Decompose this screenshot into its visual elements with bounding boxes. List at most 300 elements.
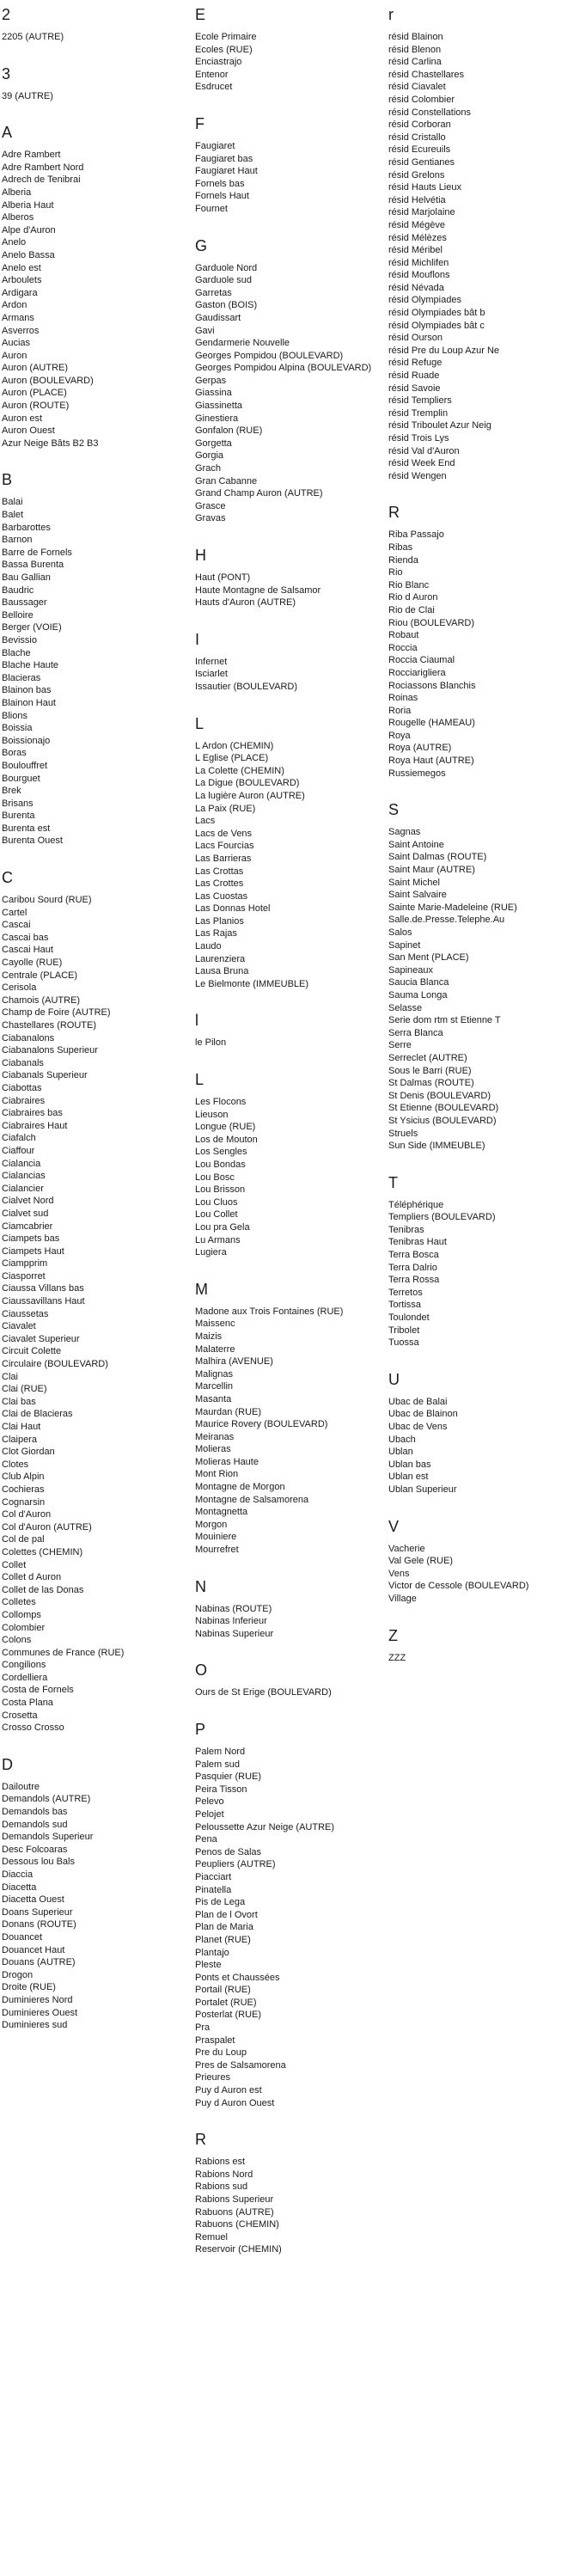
street-link[interactable]: Puy d Auron est	[195, 2085, 262, 2096]
street-link[interactable]: Lou Bosc	[195, 1172, 235, 1183]
street-link[interactable]: Ciavalet	[2, 1321, 36, 1332]
street-link[interactable]: Malaterre	[195, 1343, 235, 1355]
street-link[interactable]: Drogon	[2, 1969, 34, 1980]
street-link[interactable]: Gaudissart	[195, 312, 241, 323]
street-link[interactable]: résid Corboran	[388, 119, 451, 131]
street-link[interactable]: Azur Neige Bâts B2 B3	[2, 437, 99, 449]
street-link[interactable]: Cordelliera	[2, 1672, 48, 1683]
street-link[interactable]: Las Rajas	[195, 928, 237, 939]
street-link[interactable]: Lieuson	[195, 1109, 229, 1120]
street-link[interactable]: résid Week End	[388, 458, 455, 469]
street-link[interactable]: Morgon	[195, 1519, 228, 1530]
street-link[interactable]: Hauts d'Auron (AUTRE)	[195, 597, 296, 609]
street-link[interactable]: Communes de France (RUE)	[2, 1647, 125, 1658]
street-link[interactable]: Grand Champ Auron (AUTRE)	[195, 488, 323, 499]
street-link[interactable]: Las Crottes	[195, 878, 244, 890]
street-link[interactable]: résid Grelons	[388, 169, 445, 181]
street-link[interactable]: Cartel	[2, 907, 27, 918]
street-link[interactable]: Maizis	[195, 1331, 223, 1342]
street-link[interactable]: Rabions Superieur	[195, 2194, 274, 2205]
street-link[interactable]: Isciarlet	[195, 669, 228, 680]
street-link[interactable]: Longue (RUE)	[195, 1122, 256, 1133]
street-link[interactable]: Fornels Haut	[195, 191, 249, 202]
street-link[interactable]: Lou Cluos	[195, 1196, 238, 1208]
street-link[interactable]: Adre Rambert Nord	[2, 162, 84, 173]
street-link[interactable]: Arboulets	[2, 275, 42, 286]
street-link[interactable]: Alberia Haut	[2, 199, 54, 211]
street-link[interactable]: Ciabraires Haut	[2, 1120, 68, 1131]
street-link[interactable]: 39 (AUTRE)	[2, 90, 53, 101]
street-link[interactable]: résid Colombier	[388, 94, 455, 105]
street-link[interactable]: résid Olympiades bât b	[388, 308, 485, 319]
street-link[interactable]: Aucias	[2, 338, 31, 349]
street-link[interactable]: Garduole sud	[195, 275, 253, 286]
street-link[interactable]: Planet (RUE)	[195, 1934, 251, 1945]
street-link[interactable]: Bourguet	[2, 773, 40, 784]
street-link[interactable]: Alpe d'Auron	[2, 224, 56, 236]
street-link[interactable]: Balet	[2, 510, 24, 521]
street-link[interactable]: Ardon	[2, 300, 27, 311]
street-link[interactable]: Col de pal	[2, 1534, 45, 1545]
street-link[interactable]: Ecoles (RUE)	[195, 44, 253, 55]
street-link[interactable]: L Ardon (CHEMIN)	[195, 740, 274, 751]
street-link[interactable]: Riou (BOULEVARD)	[388, 617, 475, 628]
street-link[interactable]: Anelo est	[2, 262, 41, 273]
street-link[interactable]: Boulouffret	[2, 760, 48, 771]
street-link[interactable]: Val Gele (RUE)	[388, 1556, 453, 1567]
street-link[interactable]: Desc Folcoaras	[2, 1844, 68, 1855]
street-link[interactable]: Le Bielmonte (IMMEUBLE)	[195, 978, 309, 989]
street-link[interactable]: Boras	[2, 748, 27, 759]
street-link[interactable]: Lacs de Vens	[195, 828, 253, 839]
street-link[interactable]: Fornels bas	[195, 178, 245, 189]
street-link[interactable]: Terra Bosca	[388, 1250, 439, 1261]
street-link[interactable]: Plantajo	[195, 1947, 229, 1958]
street-link[interactable]: résid Olympiades bât c	[388, 320, 485, 331]
street-link[interactable]: Armans	[2, 312, 34, 323]
street-link[interactable]: Roccia	[388, 642, 418, 653]
street-link[interactable]: Auron Ouest	[2, 425, 55, 437]
street-link[interactable]: La Digue (BOULEVARD)	[195, 778, 300, 789]
street-link[interactable]: ZZZ	[388, 1652, 406, 1663]
street-link[interactable]: Club Alpin	[2, 1472, 45, 1483]
street-link[interactable]: Las Crottas	[195, 866, 244, 877]
street-link[interactable]: Ublan bas	[388, 1459, 431, 1470]
street-link[interactable]: St Ysicius (BOULEVARD)	[388, 1115, 497, 1126]
street-link[interactable]: Bau Gallian	[2, 572, 51, 583]
street-link[interactable]: Auron est	[2, 413, 43, 424]
street-link[interactable]: Cascai Haut	[2, 945, 53, 956]
street-link[interactable]: Saint Salvaire	[388, 890, 447, 901]
street-link[interactable]: Faugiaret bas	[195, 153, 253, 164]
street-link[interactable]: résid Blainon	[388, 32, 443, 42]
street-link[interactable]: Tortissa	[388, 1300, 421, 1311]
street-link[interactable]: Lausa Bruna	[195, 966, 249, 977]
street-link[interactable]: Molieras Haute	[195, 1456, 259, 1467]
street-link[interactable]: Cialvet Nord	[2, 1196, 54, 1207]
street-link[interactable]: Giassinetta	[195, 401, 243, 412]
street-link[interactable]: Col d'Auron (AUTRE)	[2, 1521, 92, 1533]
street-link[interactable]: résid Constellations	[388, 107, 471, 118]
street-link[interactable]: Toulondet	[388, 1312, 430, 1324]
street-link[interactable]: Gonfalon (RUE)	[195, 425, 263, 437]
street-link[interactable]: Clai de Blacieras	[2, 1409, 73, 1420]
street-link[interactable]: Boissia	[2, 723, 33, 734]
street-link[interactable]: Col d'Auron	[2, 1509, 52, 1521]
street-link[interactable]: Rocciarigliera	[388, 667, 446, 678]
street-link[interactable]: St Etienne (BOULEVARD)	[388, 1103, 499, 1114]
street-link[interactable]: résid Val d'Auron	[388, 445, 460, 456]
street-link[interactable]: résid Cristallo	[388, 132, 446, 143]
street-link[interactable]: Circulaire (BOULEVARD)	[2, 1359, 108, 1370]
street-link[interactable]: Droite (RUE)	[2, 1982, 56, 1993]
street-link[interactable]: Collet	[2, 1559, 27, 1570]
street-link[interactable]: Gavi	[195, 325, 215, 336]
street-link[interactable]: Pelevo	[195, 1796, 224, 1808]
street-link[interactable]: Rabions sud	[195, 2181, 248, 2193]
street-link[interactable]: St Dalmas (ROUTE)	[388, 1078, 474, 1089]
street-link[interactable]: Champ de Foire (AUTRE)	[2, 1007, 111, 1019]
street-link[interactable]: Douans (AUTRE)	[2, 1957, 76, 1968]
street-link[interactable]: Pleste	[195, 1960, 222, 1971]
street-link[interactable]: Ciafalch	[2, 1133, 36, 1144]
street-link[interactable]: Ponts et Chaussées	[195, 1972, 280, 1983]
street-link[interactable]: Peloussette Azur Neige (AUTRE)	[195, 1821, 335, 1833]
street-link[interactable]: Ciabottas	[2, 1082, 42, 1093]
street-link[interactable]: Roya Haut (AUTRE)	[388, 756, 474, 767]
street-link[interactable]: Blache	[2, 647, 31, 658]
street-link[interactable]: résid Mélèzes	[388, 232, 447, 243]
street-link[interactable]: Adre Rambert	[2, 150, 61, 161]
street-link[interactable]: Fournet	[195, 203, 228, 214]
street-link[interactable]: Remuel	[195, 2231, 228, 2243]
street-link[interactable]: Ubach	[388, 1434, 416, 1445]
street-link[interactable]: Peira Tisson	[195, 1784, 247, 1795]
street-link[interactable]: Colons	[2, 1635, 32, 1646]
street-link[interactable]: Cognarsin	[2, 1496, 46, 1508]
street-link[interactable]: Struels	[388, 1128, 418, 1139]
street-link[interactable]: Las Donnas Hotel	[195, 903, 271, 915]
street-link[interactable]: Douancet	[2, 1931, 43, 1943]
street-link[interactable]: Barre de Fornels	[2, 547, 72, 558]
street-link[interactable]: Garretas	[195, 287, 232, 298]
street-link[interactable]: Tenibras	[388, 1224, 424, 1235]
street-link[interactable]: Demandols bas	[2, 1807, 68, 1818]
street-link[interactable]: Claipera	[2, 1434, 37, 1445]
street-link[interactable]: Pinatella	[195, 1884, 232, 1895]
street-link[interactable]: Téléphérique	[388, 1199, 444, 1210]
street-link[interactable]: Ciabanals	[2, 1057, 44, 1068]
street-link[interactable]: Doans Superieur	[2, 1906, 73, 1918]
street-link[interactable]: Gran Cabanne	[195, 475, 258, 486]
street-link[interactable]: Cialancia	[2, 1158, 41, 1169]
street-link[interactable]: Ubac de Vens	[388, 1422, 448, 1432]
street-link[interactable]: Ubac de Blainon	[388, 1409, 458, 1420]
street-link[interactable]: Anelo	[2, 237, 27, 248]
street-link[interactable]: Tribolet	[388, 1325, 420, 1336]
street-link[interactable]: Blions	[2, 710, 27, 721]
street-link[interactable]: Duminieres Nord	[2, 1994, 73, 2005]
street-link[interactable]: Haut (PONT)	[195, 572, 251, 583]
street-link[interactable]: Rabions Nord	[195, 2169, 253, 2180]
street-link[interactable]: Pena	[195, 1834, 217, 1845]
street-link[interactable]: Pis de Lega	[195, 1897, 246, 1908]
street-link[interactable]: Sainte Marie-Madeleine (RUE)	[388, 902, 517, 913]
street-link[interactable]: Saucia Blanca	[388, 977, 449, 988]
street-link[interactable]: Reservoir (CHEMIN)	[195, 2244, 282, 2255]
street-link[interactable]: Brek	[2, 786, 21, 797]
street-link[interactable]: Rienda	[388, 554, 418, 566]
street-link[interactable]: Rio	[388, 567, 403, 578]
street-link[interactable]: Serie dom rtm st Etienne T	[388, 1015, 501, 1026]
street-link[interactable]: Roinas	[388, 693, 418, 704]
street-link[interactable]: Cascai	[2, 920, 31, 931]
street-link[interactable]: Malignas	[195, 1368, 234, 1380]
street-link[interactable]: Montagne de Salsamorena	[195, 1494, 309, 1505]
street-link[interactable]: Alberia	[2, 187, 32, 198]
street-link[interactable]: Diacetta Ouest	[2, 1894, 64, 1906]
street-link[interactable]: Roccia Ciaumal	[388, 655, 455, 666]
street-link[interactable]: Ardigara	[2, 287, 38, 298]
street-link[interactable]: Roria	[388, 705, 412, 716]
street-link[interactable]: Ciabraires bas	[2, 1108, 63, 1119]
street-link[interactable]: La Paix (RUE)	[195, 803, 256, 814]
street-link[interactable]: Lou pra Gela	[195, 1221, 250, 1233]
street-link[interactable]: Maurdan (RUE)	[195, 1406, 262, 1417]
street-link[interactable]: résid Méribel	[388, 245, 443, 256]
street-link[interactable]: Las Planios	[195, 915, 244, 927]
street-link[interactable]: Las Barrieras	[195, 853, 252, 864]
street-link[interactable]: Clot Giordan	[2, 1447, 55, 1458]
street-link[interactable]: résid Tremplin	[388, 407, 449, 419]
street-link[interactable]: Ciabanals Superieur	[2, 1070, 88, 1081]
street-link[interactable]: le Pilon	[195, 1037, 227, 1049]
street-link[interactable]: Donans (ROUTE)	[2, 1919, 76, 1930]
street-link[interactable]: résid Gentianes	[388, 156, 455, 168]
street-link[interactable]: Clai	[2, 1371, 18, 1382]
street-link[interactable]: Ciaussetas	[2, 1308, 49, 1319]
street-link[interactable]: Rio de Clai	[388, 604, 435, 615]
street-link[interactable]: Ciabraires	[2, 1095, 46, 1106]
street-link[interactable]: Tuossa	[388, 1337, 419, 1349]
street-link[interactable]: 2205 (AUTRE)	[2, 32, 64, 42]
street-link[interactable]: Village	[388, 1593, 417, 1604]
street-link[interactable]: Belloire	[2, 609, 34, 621]
street-link[interactable]: Nabinas (ROUTE)	[195, 1603, 272, 1614]
street-link[interactable]: Balai	[2, 497, 23, 508]
street-link[interactable]: Auron (AUTRE)	[2, 363, 69, 374]
street-link[interactable]: Auron (BOULEVARD)	[2, 375, 94, 386]
street-link[interactable]: Enciastrajo	[195, 57, 242, 68]
street-link[interactable]: Lacs	[195, 816, 216, 827]
street-link[interactable]: Gerpas	[195, 375, 227, 386]
street-link[interactable]: Masanta	[195, 1393, 232, 1404]
street-link[interactable]: Anelo Bassa	[2, 249, 55, 260]
street-link[interactable]: résid Ciavalet	[388, 82, 446, 93]
street-link[interactable]: Baudric	[2, 584, 34, 596]
street-link[interactable]: Grach	[195, 463, 221, 474]
street-link[interactable]: Issautier (BOULEVARD)	[195, 681, 297, 692]
street-link[interactable]: résid Ecureuils	[388, 144, 451, 156]
street-link[interactable]: résid Helvétia	[388, 194, 446, 205]
street-link[interactable]: Demandols sud	[2, 1819, 68, 1830]
street-link[interactable]: Grasce	[195, 500, 226, 511]
street-link[interactable]: résid Michlifen	[388, 257, 449, 268]
street-link[interactable]: Berger (VOIE)	[2, 622, 62, 633]
street-link[interactable]: résid Mégève	[388, 219, 446, 230]
street-link[interactable]: Cerisola	[2, 982, 37, 994]
street-link[interactable]: Auron	[2, 350, 27, 361]
street-link[interactable]: Lacs Fourcias	[195, 841, 254, 852]
street-link[interactable]: Ciampets Haut	[2, 1245, 64, 1257]
street-link[interactable]: La lugière Auron (AUTRE)	[195, 790, 305, 801]
street-link[interactable]: Ciamcabrier	[2, 1221, 53, 1232]
street-link[interactable]: Madone aux Trois Fontaines (RUE)	[195, 1306, 344, 1317]
street-link[interactable]: Saint Michel	[388, 877, 440, 888]
street-link[interactable]: Lou Brisson	[195, 1184, 246, 1196]
street-link[interactable]: Pasquier (RUE)	[195, 1771, 262, 1783]
street-link[interactable]: Gravas	[195, 513, 226, 524]
street-link[interactable]: Demandols (AUTRE)	[2, 1794, 91, 1805]
street-link[interactable]: Sun Side (IMMEUBLE)	[388, 1141, 485, 1152]
street-link[interactable]: résid Wengen	[388, 470, 447, 481]
street-link[interactable]: Burenta Ouest	[2, 835, 63, 847]
street-link[interactable]: résid Triboulet Azur Neig	[388, 420, 491, 431]
street-link[interactable]: Auron (PLACE)	[2, 388, 67, 399]
street-link[interactable]: Blache Haute	[2, 660, 59, 671]
street-link[interactable]: Crosso Crosso	[2, 1722, 64, 1734]
street-link[interactable]: Cayolle (RUE)	[2, 958, 63, 969]
street-link[interactable]: Piacciart	[195, 1871, 232, 1882]
street-link[interactable]: Cascai bas	[2, 932, 49, 943]
street-link[interactable]: Mont Rion	[195, 1469, 239, 1480]
street-link[interactable]: Collet de las Donas	[2, 1584, 84, 1595]
street-link[interactable]: Puy d Auron Ouest	[195, 2097, 275, 2108]
street-link[interactable]: Auron (ROUTE)	[2, 401, 70, 412]
street-link[interactable]: Terra Dalrio	[388, 1262, 437, 1273]
street-link[interactable]: résid Savoie	[388, 382, 441, 394]
street-link[interactable]: Tenibras Haut	[388, 1237, 447, 1248]
street-link[interactable]: Meiranas	[195, 1431, 235, 1442]
street-link[interactable]: Saint Maur (AUTRE)	[388, 865, 475, 876]
street-link[interactable]: Sapineaux	[388, 964, 433, 976]
street-link[interactable]: Ciampprim	[2, 1258, 48, 1270]
street-link[interactable]: Barnon	[2, 535, 33, 546]
street-link[interactable]: Salos	[388, 927, 412, 938]
street-link[interactable]: résid Mouflons	[388, 270, 450, 281]
street-link[interactable]: Ribas	[388, 542, 413, 553]
street-link[interactable]: Blainon bas	[2, 685, 52, 696]
street-link[interactable]: Cialvet sud	[2, 1208, 49, 1219]
street-link[interactable]: Duminieres Ouest	[2, 2007, 78, 2018]
street-link[interactable]: Ciaussavillans Haut	[2, 1296, 85, 1307]
street-link[interactable]: Entenor	[195, 69, 229, 80]
street-link[interactable]: Plan de l Ovort	[195, 1909, 258, 1920]
street-link[interactable]: Boissionajo	[2, 735, 51, 746]
street-link[interactable]: Laudo	[195, 941, 222, 952]
street-link[interactable]: Ciaussa Villans bas	[2, 1283, 84, 1294]
street-link[interactable]: résid Olympiades	[388, 295, 461, 306]
street-link[interactable]: Colletes	[2, 1597, 36, 1608]
street-link[interactable]: Adrech de Tenibrai	[2, 174, 81, 186]
street-link[interactable]: Blainon Haut	[2, 697, 56, 708]
street-link[interactable]: résid Névada	[388, 282, 444, 293]
street-link[interactable]: Terra Rossa	[388, 1275, 440, 1286]
street-link[interactable]: Barbarottes	[2, 522, 51, 533]
street-link[interactable]: Serreclet (AUTRE)	[388, 1052, 467, 1063]
street-link[interactable]: Penos de Salas	[195, 1846, 262, 1857]
street-link[interactable]: Nabinas Superieur	[195, 1628, 274, 1639]
street-link[interactable]: Rio d Auron	[388, 592, 438, 603]
street-link[interactable]: Costa Plana	[2, 1698, 53, 1709]
street-link[interactable]: Lou Bondas	[195, 1160, 246, 1170]
street-link[interactable]: Garduole Nord	[195, 262, 258, 273]
street-link[interactable]: Salle.de.Presse.Telephe.Au	[388, 915, 505, 926]
street-link[interactable]: Vens	[388, 1568, 410, 1579]
street-link[interactable]: Terretos	[388, 1287, 423, 1298]
street-link[interactable]: Ublan est	[388, 1472, 429, 1483]
street-link[interactable]: Diacetta	[2, 1882, 37, 1893]
street-link[interactable]: Infernet	[195, 656, 228, 667]
street-link[interactable]: résid Ourson	[388, 333, 443, 344]
street-link[interactable]: résid Chastellares	[388, 69, 465, 80]
street-link[interactable]: Saint Dalmas (ROUTE)	[388, 852, 487, 863]
street-link[interactable]: Rociassons Blanchis	[388, 680, 476, 691]
street-link[interactable]: Georges Pompidou (BOULEVARD)	[195, 350, 344, 361]
street-link[interactable]: résid Trois Lys	[388, 433, 449, 444]
street-link[interactable]: Selasse	[388, 1002, 423, 1013]
street-link[interactable]: Praspalet	[195, 2034, 235, 2046]
street-link[interactable]: Ecole Primaire	[195, 32, 257, 42]
street-link[interactable]: Los Sengles	[195, 1147, 247, 1158]
street-link[interactable]: Peupliers (AUTRE)	[195, 1859, 276, 1870]
street-link[interactable]: Ublan Superieur	[388, 1484, 457, 1495]
street-link[interactable]: Lu Armans	[195, 1234, 241, 1245]
street-link[interactable]: Faugiaret	[195, 140, 235, 151]
street-link[interactable]: résid Blenon	[388, 44, 442, 55]
street-link[interactable]: Cialancias	[2, 1171, 46, 1182]
street-link[interactable]: Sagnas	[388, 827, 421, 838]
street-link[interactable]: Vacherie	[388, 1543, 425, 1554]
street-link[interactable]: résid Templiers	[388, 395, 452, 407]
street-link[interactable]: Malhira (AVENUE)	[195, 1356, 273, 1368]
street-link[interactable]: résid Refuge	[388, 358, 443, 369]
street-link[interactable]: Lou Collet	[195, 1209, 238, 1221]
street-link[interactable]: Gorgetta	[195, 437, 232, 449]
street-link[interactable]: Costa de Fornels	[2, 1685, 74, 1696]
street-link[interactable]: Caribou Sourd (RUE)	[2, 895, 92, 906]
street-link[interactable]: Ciampets bas	[2, 1233, 60, 1245]
street-link[interactable]: Congilions	[2, 1660, 46, 1671]
street-link[interactable]: Plan de Maria	[195, 1922, 253, 1933]
street-link[interactable]: Clai (RUE)	[2, 1384, 47, 1395]
street-link[interactable]: Cialancier	[2, 1183, 44, 1194]
street-link[interactable]: Montagnetta	[195, 1507, 248, 1518]
street-link[interactable]: Collet d Auron	[2, 1572, 62, 1583]
street-link[interactable]: Diaccia	[2, 1869, 34, 1880]
street-link[interactable]: Serra Blanca	[388, 1027, 443, 1038]
street-link[interactable]: résid Carlina	[388, 57, 442, 68]
street-link[interactable]: Les Flocons	[195, 1097, 247, 1108]
street-link[interactable]: Saint Antoine	[388, 839, 444, 850]
street-link[interactable]: Pra	[195, 2022, 211, 2034]
street-link[interactable]: Los de Mouton	[195, 1134, 258, 1145]
street-link[interactable]: Dailoutre	[2, 1781, 40, 1792]
street-link[interactable]: Crosetta	[2, 1710, 38, 1721]
street-link[interactable]: Molieras	[195, 1444, 231, 1455]
street-link[interactable]: Gaston (BOIS)	[195, 300, 258, 311]
street-link[interactable]: Bassa Burenta	[2, 560, 64, 571]
